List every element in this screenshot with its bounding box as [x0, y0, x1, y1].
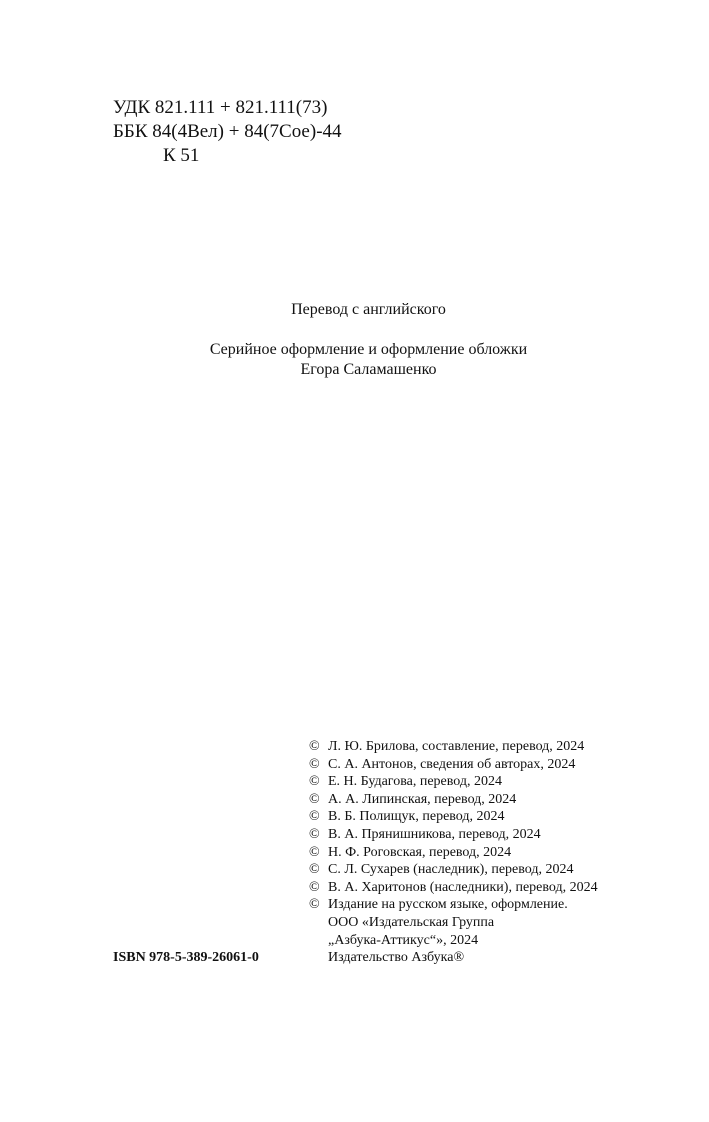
copyright-item — [309, 791, 699, 809]
copyright-mark: © — [309, 739, 320, 754]
copyright-item — [309, 773, 699, 791]
isbn: ISBN 978-5-389-26061-0 — [113, 950, 259, 965]
design-credit-line-1: Серийное оформление и оформление обложки — [209, 341, 528, 358]
copyright-text: В. Б. Полищук, перевод, 2024 — [328, 809, 505, 825]
copyright-text: В. А. Прянишникова, перевод, 2024 — [328, 826, 541, 842]
copyright-mark: © — [309, 809, 320, 825]
copyright-mark: © — [309, 774, 320, 790]
copyright-text: В. А. Харитонов (наследники), перевод, 2024 — [328, 879, 598, 895]
copyright-list — [309, 738, 699, 967]
copyright-text: Н. Ф. Роговская, перевод, 2024 — [328, 844, 512, 860]
copyright-mark: © — [309, 826, 320, 842]
design-credit-line-2: Егора Саламашенко — [300, 361, 437, 378]
copyright-text: Л. Ю. Брилова, составление, перевод, 2024 — [328, 739, 585, 754]
author-mark: К 51 — [163, 145, 200, 166]
copyright-item — [309, 756, 699, 774]
copyright-text: А. А. Липинская, перевод, 2024 — [328, 791, 517, 807]
copyright-mark: © — [309, 844, 320, 860]
copyright-mark: © — [309, 862, 320, 878]
copyright-text: С. Л. Сухарев (наследник), перевод, 2024 — [328, 862, 574, 878]
copyright-text: С. А. Антонов, сведения об авторах, 2024 — [328, 756, 576, 772]
publisher-line: Издательство Азбука® — [328, 950, 465, 966]
copyright-mark: © — [309, 756, 320, 772]
copyright-item — [309, 879, 699, 897]
copyright-text: Е. Н. Будагова, перевод, 2024 — [328, 774, 502, 790]
copyright-mark: © — [309, 879, 320, 895]
copyright-item — [309, 844, 699, 862]
copyright-item — [309, 861, 699, 879]
copyright-item — [309, 826, 699, 844]
publisher-line: „Азбука-Аттикус“», 2024 — [328, 932, 479, 948]
copyright-mark: © — [309, 791, 320, 807]
bbk-line: ББК 84(4Вел) + 84(7Сое)-44 — [113, 121, 342, 142]
translation-note: Перевод с английского — [291, 301, 446, 318]
copyright-item — [309, 896, 699, 914]
copyright-item — [309, 808, 699, 826]
design-credit — [14, 340, 709, 380]
copyright-mark: © — [309, 897, 320, 913]
udk-line: УДК 821.111 + 821.111(73) — [113, 97, 328, 118]
classification-block — [113, 96, 342, 168]
copyright-item — [309, 738, 699, 756]
copyright-text: Издание на русском языке, оформление. — [328, 897, 568, 913]
publisher-line: ООО «Издательская Группа — [328, 914, 495, 930]
